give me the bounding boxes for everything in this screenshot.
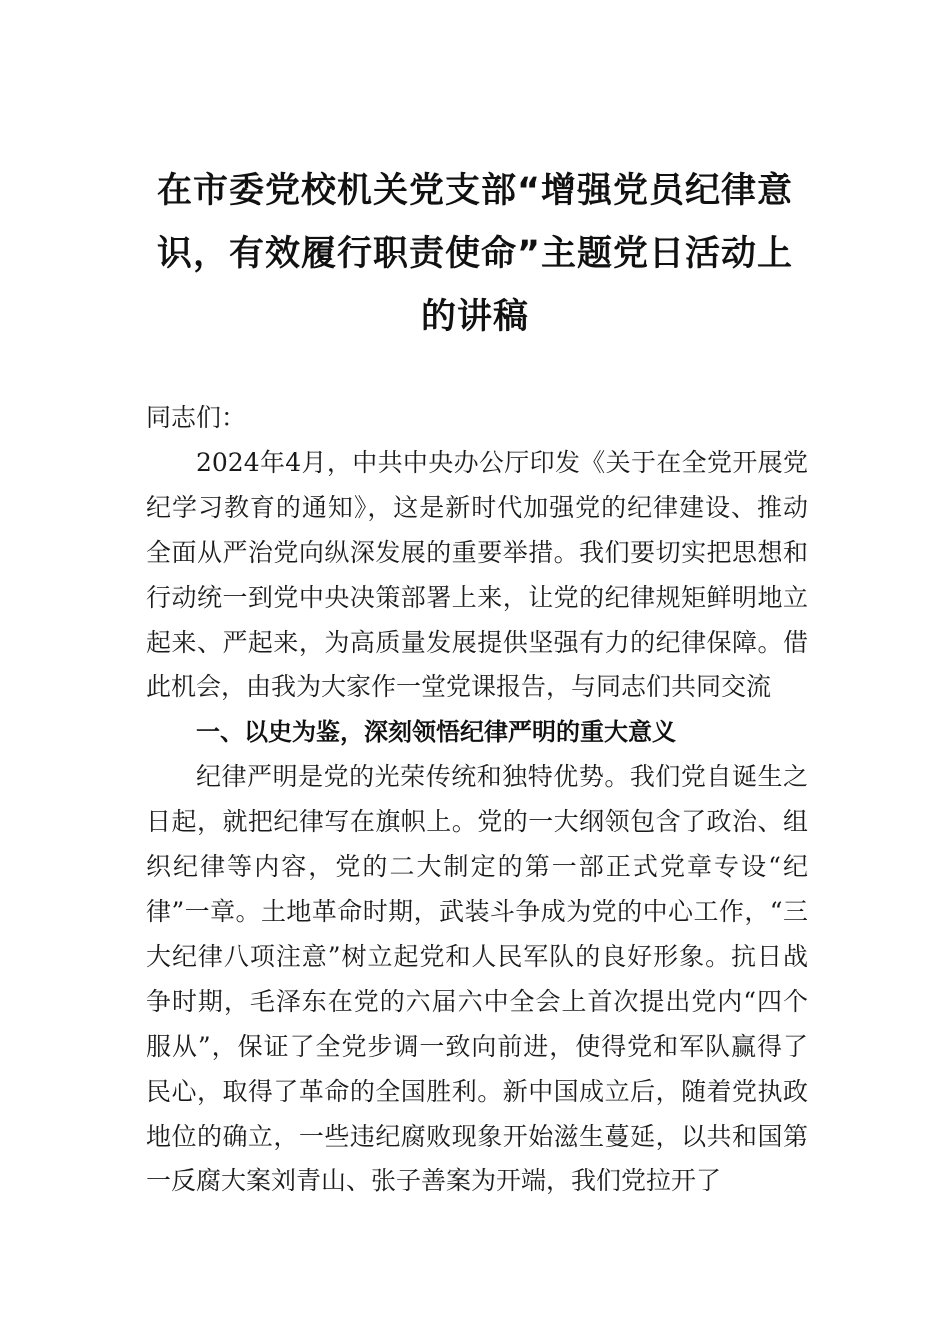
- document-body: [146, 396, 808, 1204]
- section-heading-1: 一、以史为鉴，深刻领悟纪律严明的重大意义: [196, 718, 676, 747]
- document-title: 在市委党校机关党支部“增强党员纪律意识，有效履行职责使命”主题党日活动上的讲稿: [156, 171, 793, 337]
- paragraph-intro: 2024年4月，中共中央办公厅印发《关于在全党开展党纪学习教育的通知》，这是新时代加强党的纪律建设、推动全面从严治党向纵深发展的重要举措。我们要切实把思想和行动统一到党中央决策部署上来，让党的纪律规矩鲜明地立起来、严起来，为高质量发展提供坚强有力的纪律保障。借此机会，由我为大家作一堂党课报告，与同志们共同交流: [146, 447, 808, 702]
- salutation: 同志们：: [146, 403, 247, 432]
- paragraph-history: 纪律严明是党的光荣传统和独特优势。我们党自诞生之日起，就把纪律写在旗帜上。党的一大纲领包含了政治、组织纪律等内容，党的二大制定的第一部正式党章专设“纪律”一章。土地革命时期，武装斗争成为党的中心工作，“三大纪律八项注意”树立起党和人民军队的良好形象。抗日战争时期，毛泽东在党的六届六中全会上首次提出党内“四个服从”，保证了全党步调一致向前进，使得党和军队赢得了民心，取得了革命的全国胜利。新中国成立后，随着党执政地位的确立，一些违纪腐败现象开始滋生蔓延，以共和国第一反腐大案刘青山、张子善案为开端，我们党拉开了: [146, 762, 808, 1196]
